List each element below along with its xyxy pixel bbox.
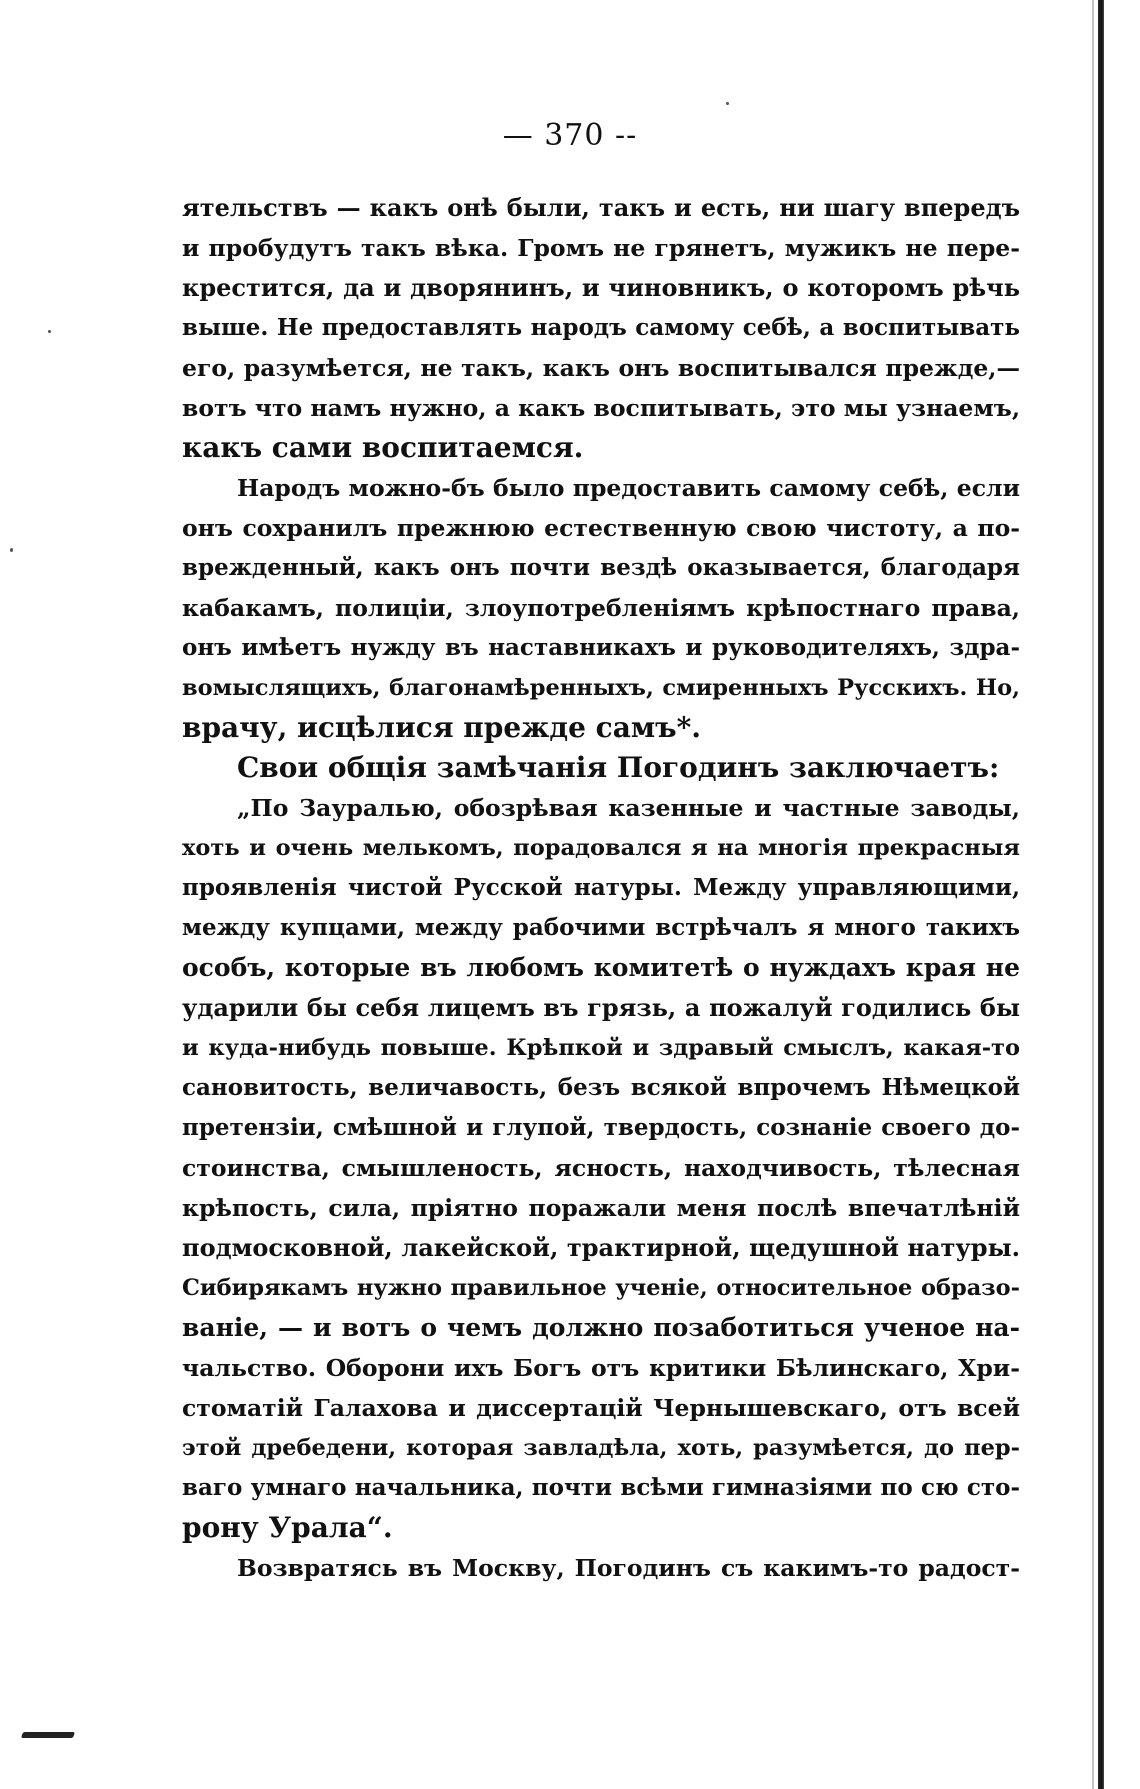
paragraph-start-line: Свои общія замѣчанія Погодинъ заключаетъ: (237, 751, 1000, 784)
page-binding-edge (1098, 0, 1104, 1789)
text-line: ударили бы себя лицемъ въ грязь, а пожалуй годились бы (182, 993, 1020, 1022)
text-line: Сибирякамъ нужно правильное ученіе, относительное образо- (182, 1275, 1020, 1301)
ink-smudge (21, 1732, 75, 1738)
text-line: стоматій Галахова и диссертацій Чернышевскаго, отъ всей (182, 1394, 1020, 1422)
text-line: чальство. Оборони ихъ Богъ отъ критики Бѣлинскаго, Хри- (182, 1354, 1020, 1382)
text-line: ваніе, — и вотъ о чемъ должно позаботиться ученое на- (182, 1313, 1020, 1342)
text-line: претензіи, смѣшной и глупой, твердость, сознаніе своего до- (182, 1114, 1020, 1141)
text-line: и пробудутъ такъ вѣка. Громъ не грянетъ, мужикъ не пере- (182, 234, 1020, 262)
ink-speck (10, 548, 13, 552)
text-line: вомыслящихъ, благонамѣренныхъ, смиренныхъ Русскихъ. Но, (182, 675, 1020, 701)
text-line: ваго умнаго начальника, почти всѣми гимназіями по сю сто- (182, 1474, 1020, 1501)
text-line: вотъ что намъ нужно, а какъ воспитывать, это мы узнаемъ, (182, 394, 1020, 422)
text-line: этой дребедени, которая завладѣла, хоть, разумѣется, до пер- (182, 1435, 1020, 1461)
text-line: онъ сохранилъ прежнюю естественную свою чистоту, а по- (182, 514, 1020, 542)
paragraph-start-line: Народъ можно-бъ было предоставить самому себѣ, если (237, 474, 1020, 502)
text-line: его, разумѣется, не такъ, какъ онъ воспитывался прежде,— (182, 354, 1020, 382)
text-line: сановитость, величавость, безъ всякой впрочемъ Нѣмецкой (182, 1074, 1020, 1101)
text-line: врежденный, какъ онъ почти вездѣ оказывается, благодаря (182, 554, 1020, 581)
body-text (182, 188, 1020, 1588)
text-line: ятельствъ — какъ онѣ были, такъ и есть, ни шагу впередъ (182, 193, 1020, 222)
text-line: врачу, исцѣлися прежде самъ*. (182, 711, 702, 744)
ink-speck (48, 330, 51, 333)
text-line: между купцами, между рабочими встрѣчалъ я много такихъ (182, 914, 1020, 941)
text-line: рону Урала“. (182, 1511, 393, 1544)
page-edge-shadow (1092, 0, 1094, 1789)
text-line: стоинства, смышленость, ясность, находчивость, тѣлесная (182, 1154, 1020, 1182)
text-line: и куда-нибудь повыше. Крѣпкой и здравый смыслъ, какая-то (182, 1035, 1020, 1061)
text-line: крѣпость, сила, пріятно поражали меня послѣ впечатлѣній (182, 1194, 1020, 1222)
text-line: какъ сами воспитаемся. (182, 431, 584, 464)
text-line: крестится, да и дворянинъ, и чиновникъ, о которомъ рѣчь (182, 273, 1020, 302)
text-line: выше. Не предоставлять народъ самому себѣ, а воспитывать (182, 314, 1020, 341)
text-line: подмосковной, лакейской, трактирной, щедушной натуры. (182, 1233, 1020, 1262)
text-line: хоть и очень мелькомъ, порадовался я на многія прекрасныя (182, 835, 1020, 861)
ink-speck (726, 102, 729, 105)
text-line: особъ, которые въ любомъ комитетѣ о нуждахъ края не (182, 953, 1020, 982)
quote-start-line: „По Зауралью, обозрѣвая казенные и частные заводы, (237, 794, 1020, 822)
text-line: кабакамъ, полиціи, злоупотребленіямъ крѣпостнаго права, (182, 594, 1020, 622)
paragraph-start-line: Возвратясь въ Москву, Погодинъ съ какимъ-то радост- (237, 1554, 1020, 1582)
text-line: онъ имѣетъ нужду въ наставникахъ и руководителяхъ, здра- (182, 634, 1020, 661)
text-line: проявленія чистой Русской натуры. Между управляющими, (182, 874, 1020, 901)
page-number: — 370 -- (502, 118, 638, 153)
